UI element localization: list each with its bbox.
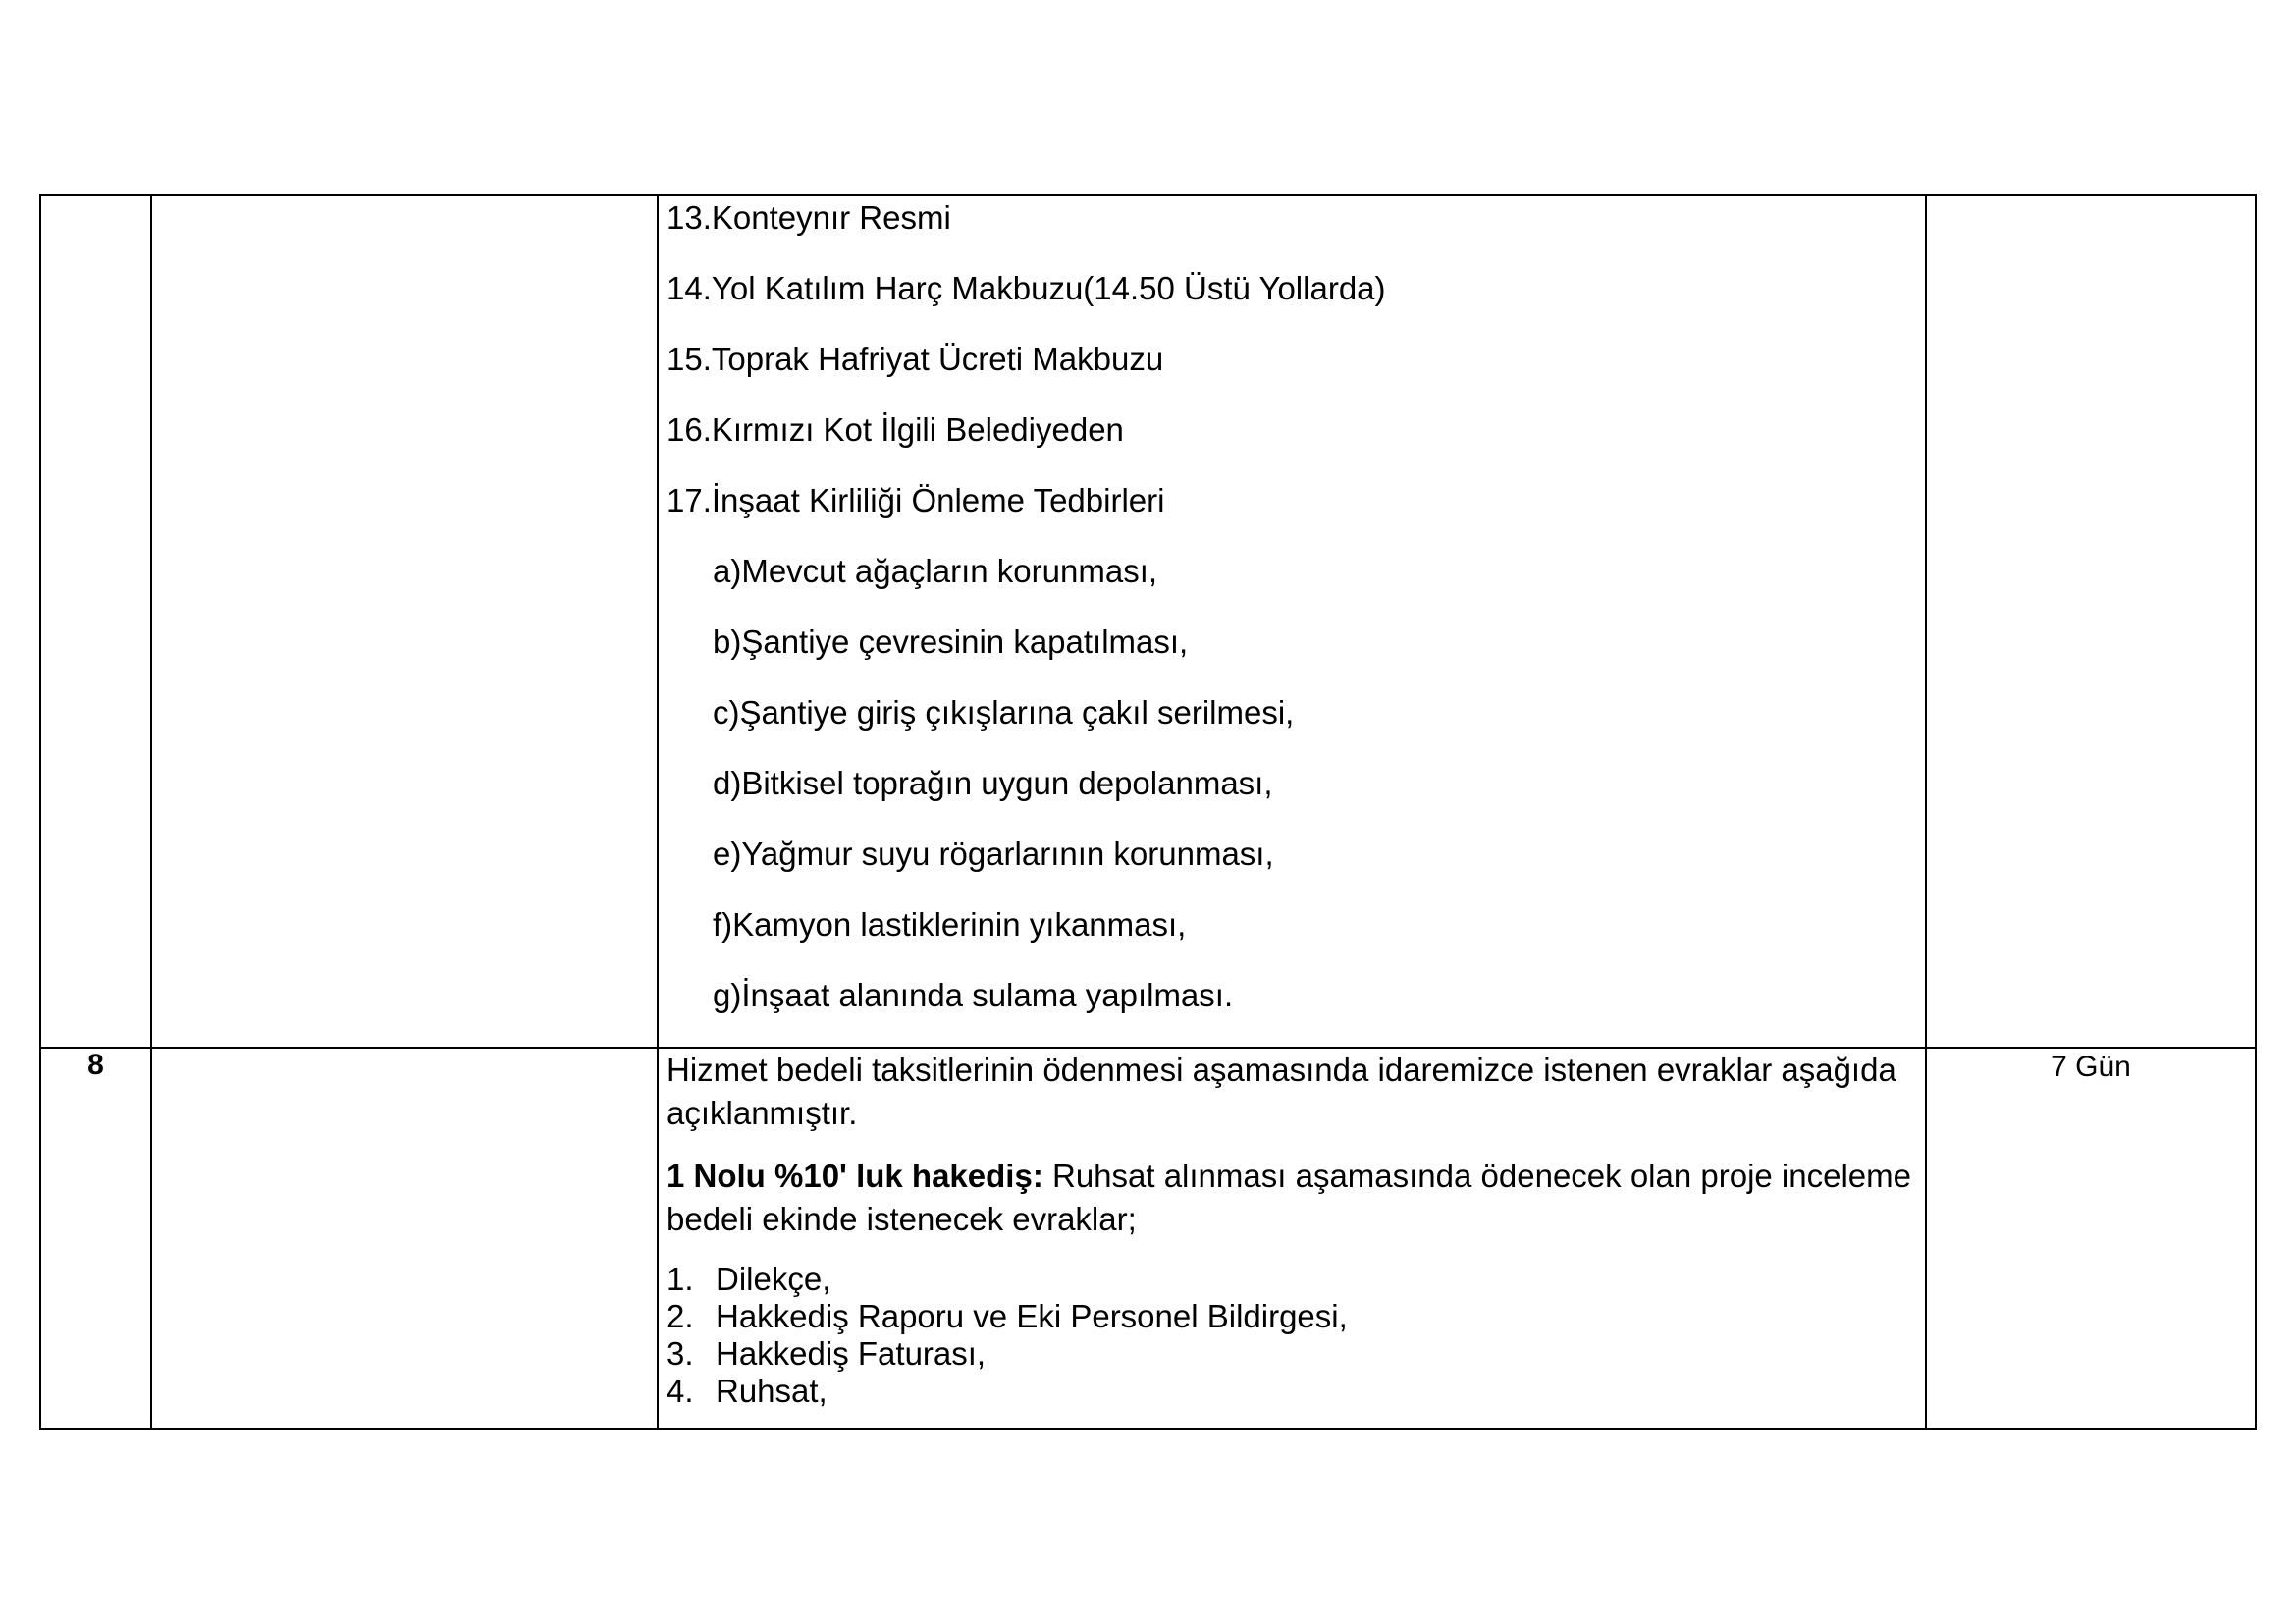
list-item: 14.Yol Katılım Harç Makbuzu(14.50 Üstü Yollarda) <box>667 270 1386 306</box>
list-item: 4. Ruhsat, <box>667 1373 828 1409</box>
sub-list-item: b)Şantiye çevresinin kapatılması, <box>713 623 1189 660</box>
list-item: 1. Dilekçe, <box>667 1261 831 1297</box>
duration-value: 7 Gün <box>2051 1051 2131 1083</box>
row-number-cell <box>40 195 151 1048</box>
sub-list-item: f)Kamyon lastiklerinin yıkanması, <box>713 906 1187 943</box>
sub-list-item: a)Mevcut ağaçların korunması, <box>713 553 1158 589</box>
requirements-table <box>39 194 2257 1430</box>
hakedis-paragraph <box>667 1155 1917 1241</box>
sub-list-item: d)Bitkisel toprağın uygun depolanması, <box>713 765 1273 801</box>
list-item: 13.Konteynır Resmi <box>667 199 951 236</box>
table-row <box>40 1048 2256 1429</box>
document-list <box>667 1261 1917 1410</box>
table-row <box>40 195 2256 1048</box>
sub-list-item: g)İnşaat alanında sulama yapılması. <box>713 977 1234 1013</box>
row-number-cell: 8 <box>40 1048 151 1429</box>
list-item: 2. Hakkediş Raporu ve Eki Personel Bildirgesi, <box>667 1298 1348 1334</box>
list-item: 17.İnşaat Kirliliği Önleme Tedbirleri <box>667 482 1165 518</box>
service-name-cell <box>151 1048 658 1429</box>
hakedis-text: Ruhsat alınması aşamasında ödenecek olan proje inceleme bedeli ekinde istenecek evraklar; <box>667 1158 1911 1237</box>
service-name-cell <box>151 195 658 1048</box>
list-item: 3. Hakkediş Faturası, <box>667 1335 987 1372</box>
hakedis-label: 1 Nolu %10' luk hakediş: <box>667 1158 1043 1194</box>
list-item: 15.Toprak Hafriyat Ücreti Makbuzu <box>667 341 1164 377</box>
documents-cell <box>658 195 1926 1048</box>
intro-paragraph: Hizmet bedeli taksitlerinin ödenmesi aşamasında idaremizce istenen evraklar aşağıda açıklanmıştır. <box>667 1052 1896 1131</box>
list-item: 16.Kırmızı Kot İlgili Belediyeden <box>667 411 1124 448</box>
duration-cell <box>1926 1048 2256 1429</box>
duration-cell <box>1926 195 2256 1048</box>
documents-cell <box>658 1048 1926 1429</box>
sub-list-item: e)Yağmur suyu rögarlarının korunması, <box>713 836 1274 872</box>
sub-list-item: c)Şantiye giriş çıkışlarına çakıl serilmesi, <box>713 694 1295 731</box>
